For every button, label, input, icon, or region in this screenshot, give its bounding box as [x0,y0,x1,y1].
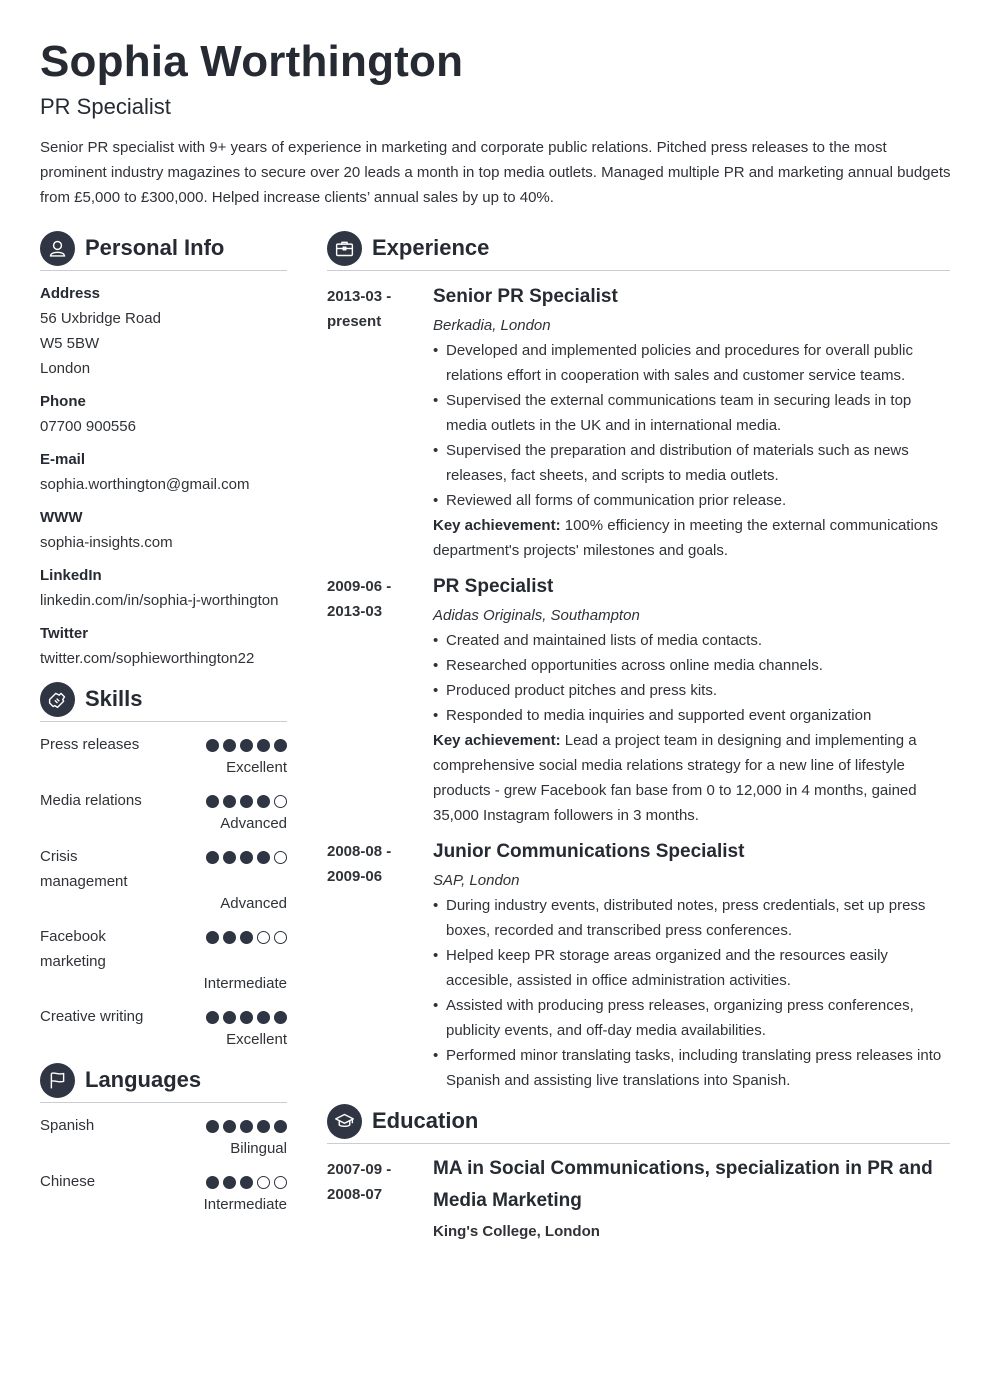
rating-dot-filled [206,795,219,808]
rating-dot-filled [223,851,236,864]
responsibility-item: • Developed and implemented policies and procedures for overall public relations effort in cooperation with sales and customer service teams. [433,338,950,388]
date-end: present [327,313,382,330]
divider [327,270,950,271]
responsibility-item: • Created and maintained lists of media contacts. [433,628,950,653]
briefcase-icon [327,231,362,266]
rating-dot-filled [223,1176,236,1189]
key-achievement-text: 100% efficiency in meeting the external communications department's projects' milestones and goals. [433,517,938,559]
rating-dot-filled [274,1011,287,1024]
graduation-cap-icon [327,1104,362,1139]
rating-dot-filled [206,1011,219,1024]
twitter-label: Twitter [40,625,89,642]
responsibility-list [433,628,950,728]
rating-dot-filled [257,739,270,752]
rating-dot-empty [274,795,287,808]
skill-name: Media relations [40,792,142,809]
rating-dot-filled [240,739,253,752]
skills-heading [40,681,142,717]
key-achievement-label: Key achievement: [433,517,561,534]
www-link[interactable]: sophia-insights.com [40,534,173,551]
address-line: 56 Uxbridge Road [40,310,161,327]
experience-heading [327,230,489,266]
rating-dot-filled [257,795,270,808]
rating-dot-empty [274,931,287,944]
rating-dot-filled [206,1120,219,1133]
rating-dots [206,795,287,808]
rating-dot-filled [223,1011,236,1024]
section-title-languages: Languages [85,1067,202,1092]
rating-dot-filled [240,1011,253,1024]
responsibility-item: • Supervised the preparation and distribution of materials such as news releases, fact sheets, and scripts to media outlets. [433,438,950,488]
personal-info-heading [40,230,224,266]
section-title-experience: Experience [372,235,490,260]
key-achievement-label: Key achievement: [433,732,561,749]
responsibility-list [433,893,950,1093]
rating-dots [206,739,287,752]
rating-dot-empty [274,851,287,864]
responsibility-item: • Helped keep PR storage areas organized and the resources easily accesible, assisted in office administration activities. [433,943,950,993]
date-start: 2008-08 - [327,843,392,860]
address-line: W5 5BW [40,335,100,352]
responsibility-item: • Performed minor translating tasks, including translating press releases into Spanish and assisting live translations into Spanish. [433,1043,950,1093]
date-start: 2009-06 - [327,578,392,595]
date-range [327,839,427,889]
candidate-name: Sophia Worthington [40,37,464,86]
language-name: Spanish [40,1117,95,1134]
www-label: WWW [40,509,83,526]
person-icon [40,231,75,266]
rating-dot-filled [206,1176,219,1189]
date-range [327,574,427,624]
section-title-skills: Skills [85,686,143,711]
rating-dot-filled [240,1120,253,1133]
skill-name: Creative writing [40,1008,144,1025]
rating-dot-filled [240,1176,253,1189]
rating-dot-filled [223,931,236,944]
date-end: 2008-07 [327,1186,383,1203]
rating-dot-filled [223,739,236,752]
twitter-link[interactable]: twitter.com/sophieworthington22 [40,650,255,667]
date-end: 2009-06 [327,868,383,885]
rating-dots [206,1176,287,1189]
responsibility-item: • Produced product pitches and press kits. [433,678,950,703]
rating-dots [206,1011,287,1024]
key-achievement-text: Lead a project team in designing and implementing a comprehensive social media relations strategy for a new line of lifestyle products - grew Facebook fan base from 0 to 12,000 in 4 months, gained 35,000 Instagram followers in 3 months. [433,732,917,824]
rating-dots [206,851,287,864]
section-title-personal-info: Personal Info [85,235,225,260]
rating-dot-filled [223,795,236,808]
responsibility-item: • Supervised the external communications team in securing leads in top media outlets in the UK and in international media. [433,388,950,438]
responsibility-item: • Assisted with producing press releases, organizing press conferences, publicity events, and off-day media availabilities. [433,993,950,1043]
phone-value: 07700 900556 [40,418,136,435]
skill-level: Advanced [220,815,287,832]
rating-dot-empty [274,1176,287,1189]
rating-dots [206,1120,287,1133]
personal-info-block [40,281,287,671]
rating-dot-filled [206,739,219,752]
job-role: Junior Communications Specialist [433,841,745,862]
date-range [327,284,427,334]
skill-level: Excellent [226,1031,287,1048]
degree: MA in Social Communications, specialization in PR and Media Marketing [433,1158,933,1211]
language-name: Chinese [40,1173,96,1190]
responsibility-item: • Responded to media inquiries and supported event organization [433,703,950,728]
key-achievement [433,728,950,828]
skill-level: Excellent [226,759,287,776]
linkedin-link[interactable]: linkedin.com/in/sophia-j-worthington [40,592,279,609]
education-heading [327,1103,478,1139]
divider [327,1143,950,1144]
responsibility-item: • Reviewed all forms of communication prior release. [433,488,950,513]
company: Berkadia, London [433,317,551,334]
skill-level: Advanced [220,895,287,912]
rating-dot-filled [223,1120,236,1133]
rating-dot-filled [274,1120,287,1133]
section-title-education: Education [372,1108,479,1133]
date-range [327,1157,427,1207]
rating-dot-empty [257,1176,270,1189]
phone-label: Phone [40,393,86,410]
responsibility-item: • Researched opportunities across online media channels. [433,653,950,678]
job-title: PR Specialist [40,94,171,119]
linkedin-label: LinkedIn [40,567,102,584]
address-label: Address [40,285,101,302]
rating-dot-filled [240,931,253,944]
company: Adidas Originals, Southampton [433,607,640,624]
email-value[interactable]: sophia.worthington@gmail.com [40,476,250,493]
rating-dot-filled [257,851,270,864]
rating-dot-filled [257,1011,270,1024]
rating-dot-filled [240,851,253,864]
job-role: Senior PR Specialist [433,286,618,307]
date-end: 2013-03 [327,603,383,620]
skill-name: Facebook marketing [40,928,106,970]
flag-icon [40,1063,75,1098]
divider [40,1102,287,1103]
language-level: Bilingual [230,1140,287,1157]
languages-heading [40,1062,201,1098]
rating-dot-filled [257,1120,270,1133]
rating-dot-filled [240,795,253,808]
language-level: Intermediate [203,1196,287,1213]
skill-name: Press releases [40,736,140,753]
handshake-icon [40,682,75,717]
divider [40,270,287,271]
key-achievement [433,513,950,563]
responsibility-list [433,338,950,513]
divider [40,721,287,722]
rating-dot-empty [257,931,270,944]
rating-dot-filled [206,931,219,944]
date-start: 2013-03 - [327,288,392,305]
address-line: London [40,360,91,377]
school: King's College, London [433,1223,600,1240]
skill-name: Crisis management [40,848,128,890]
company: SAP, London [433,872,520,889]
profile-summary: Senior PR specialist with 9+ years of experience in marketing and corporate public relations. Pitched press releases to the most prominent industry magazines to secure over 20 leads a month in top media outlets. Managed multiple PR and marketing annual budgets from £5,000 to £300,000. Helped increase clients’ annual sales by up to 40%. [40,139,951,206]
job-role: PR Specialist [433,576,554,597]
rating-dot-filled [274,739,287,752]
responsibility-item: • During industry events, distributed notes, press credentials, set up press boxes, recorded and transcribed press conferences. [433,893,950,943]
email-label: E-mail [40,451,86,468]
rating-dots [206,931,287,944]
skill-level: Intermediate [203,975,287,992]
rating-dot-filled [206,851,219,864]
date-start: 2007-09 - [327,1161,392,1178]
